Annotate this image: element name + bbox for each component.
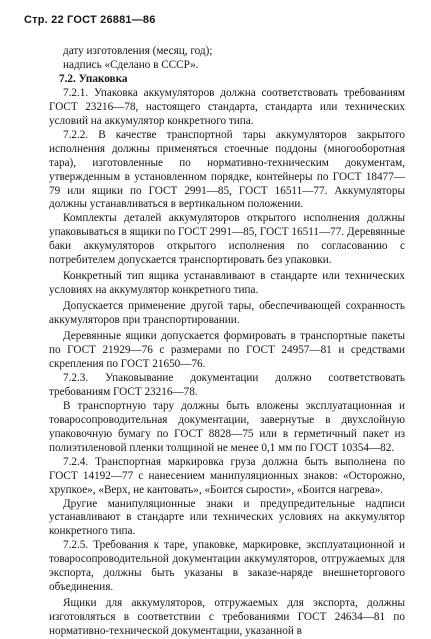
paragraph: Другие манипуляционные знаки и предупредительные надписи устанавливают в стандарте или технических условиях на аккумулятор конкретного типа. xyxy=(49,497,405,538)
paragraph: 7.2.5. Требования к таре, упаковке, маркировке, эксплуатационной и товаросопроводительной документации аккумуляторов, отгружаемых для экспорта, должны быть указаны в заказе-наряде внешнеторгового объединения. xyxy=(49,539,405,594)
paragraph: В транспортную тару должны быть вложены эксплуатационная и товаросопроводительная документации, завернутые в двухслойную упаковочную бумагу по ГОСТ 8828—75 или в герметичный пакет из полиэтиленовой пленки толщиной не менее 0,1 мм по ГОСТ 10354—82. xyxy=(49,399,405,454)
document-body xyxy=(49,45,405,639)
paragraph: 7.2.3. Упаковывание документации должно соответствовать требованиям ГОСТ 23216—78. xyxy=(49,371,405,398)
paragraph: надпись «Сделано в СССР». xyxy=(63,58,199,71)
paragraph: 7.2.4. Транспортная маркировка груза должна быть выполнена по ГОСТ 14192—77 с нанесением манипуляционных знаков: «Осторожно, хрупкое», «Верх, не кантовать», «Боится сырости», «Боится нагрева». xyxy=(49,455,405,496)
paragraph: 7.2.2. В качестве транспортной тары аккумуляторов закрытого исполнения должны применяться стоечные поддоны (многооборотная тара), изготовленные по нормативно-техническим документам, утвержденным в установленном порядке, контейнеры по ГОСТ 18477—79 или ящики по ГОСТ 2991—85, ГОСТ 16511—77. Аккумуляторы должны устанавливаться в вертикальном положении. xyxy=(49,128,405,211)
paragraph: Допускается применение другой тары, обеспечивающей сохранность аккумуляторов при транспортировании. xyxy=(49,300,405,327)
page-header: Стр. 22 ГОСТ 26881—86 xyxy=(24,14,156,26)
section-heading: 7.2. Упаковка xyxy=(59,72,128,85)
paragraph: Ящики для аккумуляторов, отгружаемых для экспорта, должны изготовляться в соответствии с требованиями ГОСТ 24634—81 по нормативно-технической документации, указанной в xyxy=(49,597,405,638)
paragraph: 7.2.1. Упаковка аккумуляторов должна соответствовать требованиям ГОСТ 23216—78, настоящего стандарта, стандарта или технических условий на аккумулятор конкретного типа. xyxy=(49,86,405,127)
paragraph: дату изготовления (месяц, год); xyxy=(63,45,213,57)
paragraph: Деревянные ящики допускается формировать в транспортные пакеты по ГОСТ 21929—76 с размерами по ГОСТ 24957—81 и средствами скрепления по ГОСТ 21650—76. xyxy=(49,330,405,370)
paragraph: Конкретный тип ящика устанавливают в стандарте или технических условиях на аккумулятор конкретного типа. xyxy=(49,270,405,297)
paragraph: Комплекты деталей аккумуляторов открытого исполнения должны упаковываться в ящики по ГОСТ 2991—85, ГОСТ 16511—77. Деревянные баки аккумуляторов открытого исполнения по согласованию с потребителем допускается транспортировать без упаковки. xyxy=(49,212,405,267)
